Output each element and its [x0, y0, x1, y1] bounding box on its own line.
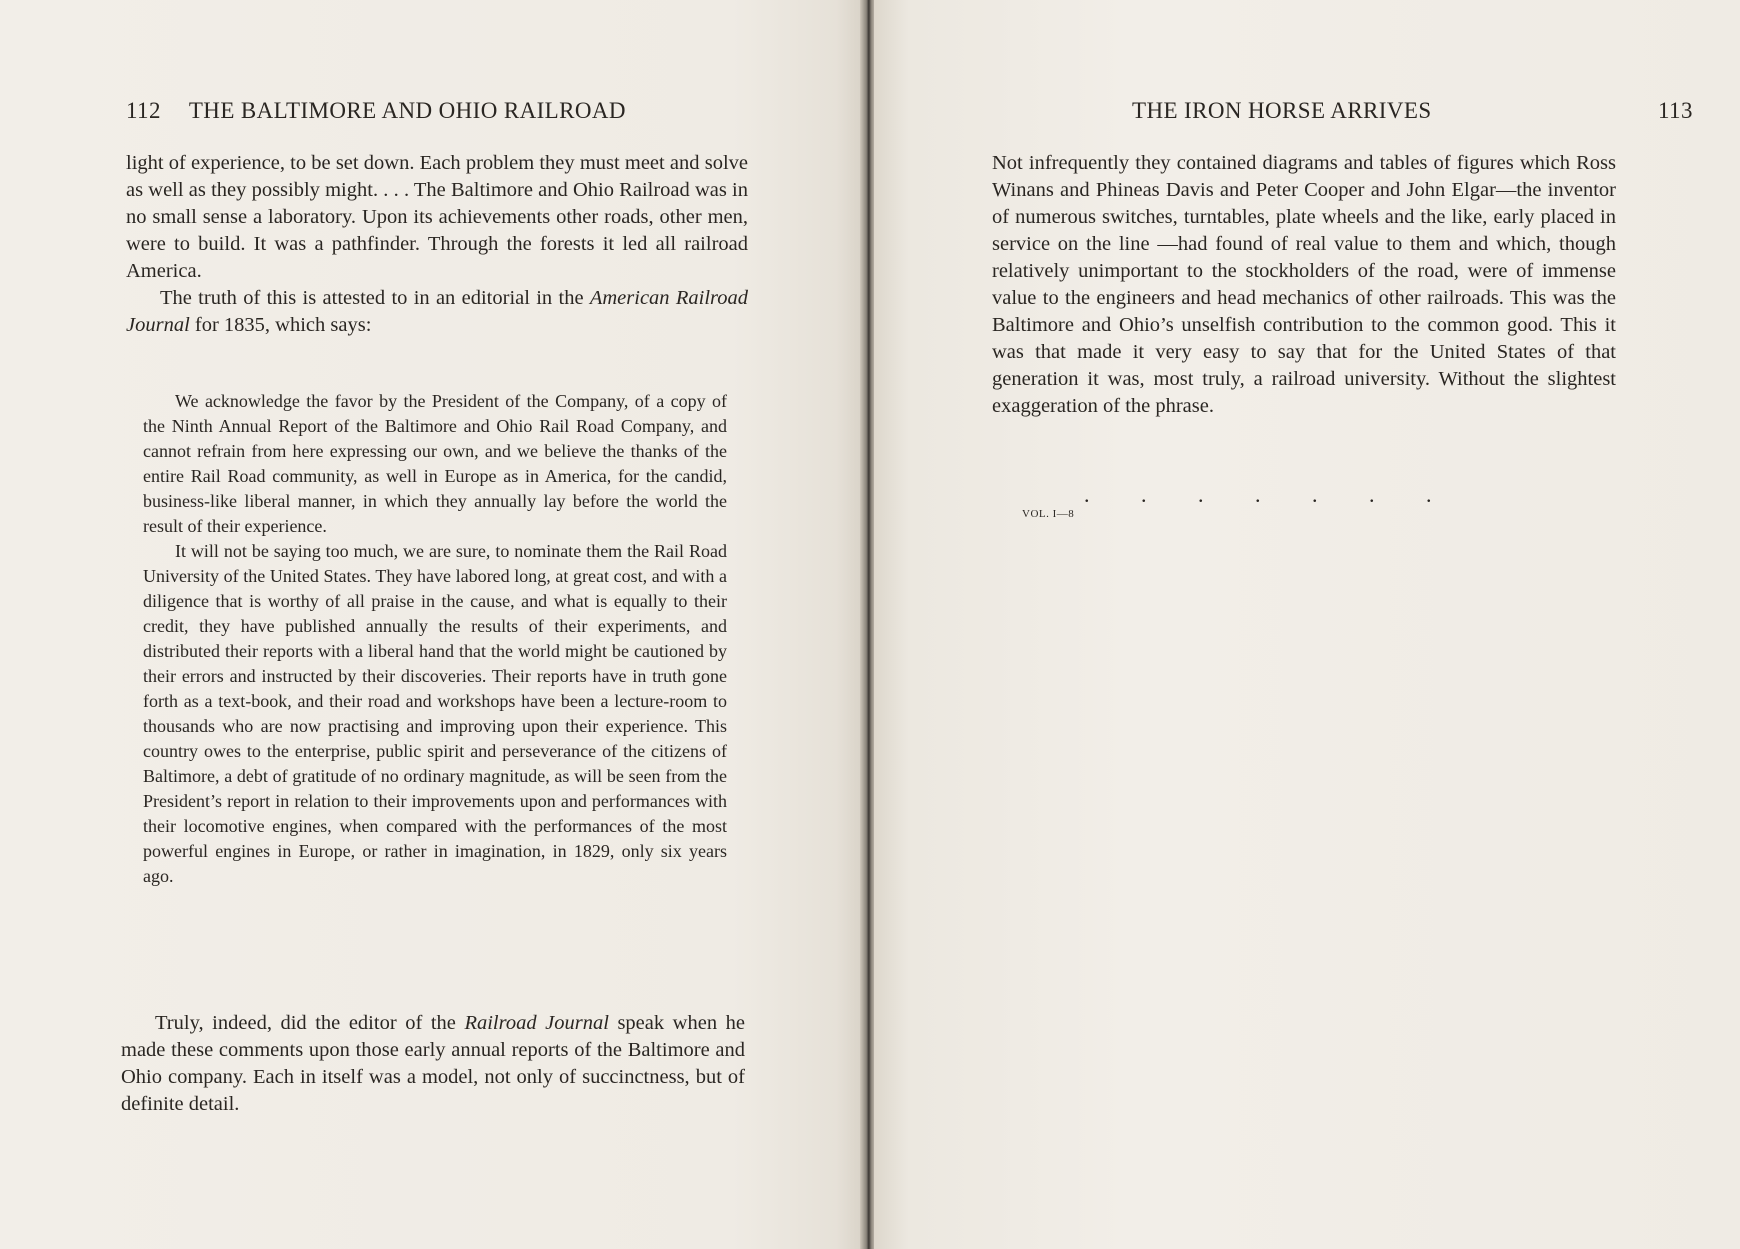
- left-running-head: THE BALTIMORE AND OHIO RAILROAD: [188, 98, 626, 123]
- left-paragraph-3: Truly, indeed, did the editor of the Railroad Journal speak when he made these comments upon those early annual reports of the Baltimore and Ohio company. Each in itself was a model, not only of succinctness, but of definite detail.: [121, 1012, 745, 1115]
- right-body: [992, 150, 1616, 420]
- right-page-number: 113: [1658, 98, 1693, 123]
- signature-mark: VOL. I—8: [1022, 508, 1075, 520]
- left-body-bottom: [121, 1010, 745, 1118]
- journal-title-short: Railroad Journal: [464, 1012, 609, 1034]
- quote-paragraph-1: We acknowledge the favor by the President of the Company, of a copy of the Ninth Annual Report of the Baltimore and Ohio Rail Road Company, and cannot refrain from here expressing our own, and we believe the thanks of the entire Rail Road community, as well in Europe as in America, for the candid, business-like liberal manner, in which they annually lay before the world the result of their experience.: [143, 391, 727, 536]
- left-body-top: [126, 150, 748, 339]
- right-paragraph-1: Not infrequently they contained diagrams and tables of figures which Ross Winans and Phineas Davis and Peter Cooper and John Elgar—the inventor of numerous switches, turntables, plate wheels and the like, early placed in service on the line —had found of real value to them and which, though relatively unimportant to the stockholders of the road, were of immense value to the engineers and head mechanics of other railroads. This was the Baltimore and Ohio’s unselfish contribution to the common good. This it was that made it very easy to say that for the United States of that generation it was, most truly, a railroad university. Without the slightest exaggeration of the phrase.: [992, 152, 1616, 417]
- right-page: [874, 0, 1740, 1249]
- ellipsis-line: . . . . . . .: [1084, 482, 1432, 507]
- left-paragraph-2: The truth of this is attested to in an editorial in the American Railroad Journal for 1835, which says:: [126, 287, 748, 336]
- quote-paragraph-2: It will not be saying too much, we are sure, to nominate them the Rail Road University of the United States. They have labored long, at great cost, and with a diligence that is worthy of all praise in the cause, and what is equally to their credit, they have published annually the results of their experiments, and distributed their reports with a liberal hand that the world might be cautioned by their errors and instructed by their discoveries. Their reports have in truth gone forth as a text-book, and their road and workshops have been a lecture-room to thousands who are now practising and improving upon their experience. This country owes to the enterprise, public spirit and perseverance of the citizens of Baltimore, a debt of gratitude of no ordinary magnitude, as will be seen from the President’s report in relation to their improvements upon and performances with their locomotive engines, when compared with the performances of the most powerful engines in Europe, or rather in imagination, in 1829, only six years ago.: [143, 541, 727, 886]
- left-paragraph-1: light of experience, to be set down. Each problem they must meet and solve as well as they possibly might. . . . The Baltimore and Ohio Railroad was in no small sense a laboratory. Upon its achievements other roads, other men, were to build. It was a pathfinder. Through the forests it led all railroad America.: [126, 152, 748, 282]
- right-running-header: [1132, 98, 1694, 124]
- left-page-number: 112: [126, 98, 161, 123]
- block-quote: [143, 389, 727, 889]
- left-running-header: [126, 98, 686, 124]
- left-page: [0, 0, 862, 1249]
- journal-title: American Railroad Journal: [126, 287, 748, 336]
- right-running-head: THE IRON HORSE ARRIVES: [1132, 98, 1432, 123]
